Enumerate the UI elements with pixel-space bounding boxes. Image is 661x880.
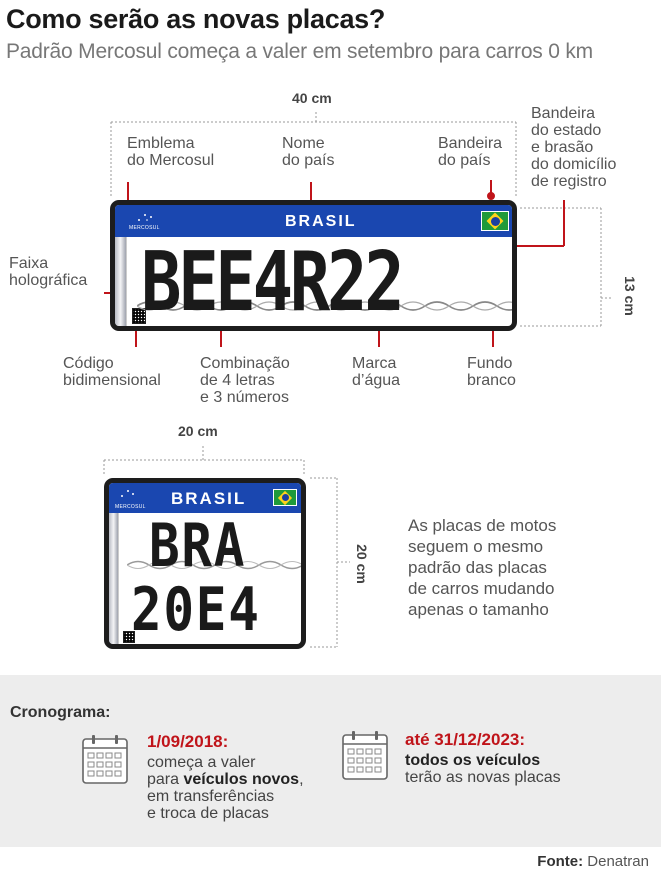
moto-width-label: 20 cm [178, 423, 218, 439]
label-bandeira-pais: Bandeira do país [438, 135, 503, 169]
moto-plate [104, 478, 306, 649]
mercosul-stars-icon [135, 211, 159, 223]
calendar-icon [82, 734, 128, 784]
label-nome-pais: Nome do país [282, 135, 335, 169]
moto-holographic-strip [109, 513, 119, 649]
car-width-label: 40 cm [292, 90, 332, 106]
page-subtitle: Padrão Mercosul começa a valer em setembro para carros 0 km [6, 40, 593, 63]
holographic-strip [115, 237, 127, 331]
car-plate [110, 200, 517, 331]
car-plate-band [115, 205, 512, 237]
cronograma-text-2: todos os veículos terão as novas placas [405, 752, 561, 786]
calendar-icon-2 [342, 730, 388, 780]
label-codigo: Código bidimensional [63, 355, 161, 389]
cronograma-date-1: 1/09/2018: [147, 732, 229, 751]
moto-plate-line2: 20E4 [131, 575, 261, 645]
car-plate-mercosul-text: MERCOSUL [129, 225, 160, 231]
moto-plate-band-text: BRASIL [171, 489, 247, 508]
label-emblema: Emblema do Mercosul [127, 135, 215, 169]
label-fundo-branco: Fundo branco [467, 355, 516, 389]
car-plate-characters: BEE4R22 [141, 235, 402, 330]
car-plate-band-text: BRASIL [285, 213, 357, 230]
moto-mercosul-stars-icon [119, 488, 139, 500]
moto-note: As placas de motos seguem o mesmo padrão das placas de carros mudando apenas o tamanho [408, 516, 557, 619]
label-bandeira-estado: Bandeira do estado e brasão do domicílio de registro [531, 105, 617, 190]
moto-plate-mercosul-text: MERCOSUL [115, 504, 146, 510]
moto-height-label: 20 cm [353, 544, 370, 584]
page-title: Como serão as novas placas? [6, 4, 386, 34]
label-faixa: Faixa holográfica [9, 255, 88, 289]
label-combinacao: Combinação de 4 letras e 3 números [200, 355, 290, 406]
cronograma-date-2: até 31/12/2023: [405, 730, 526, 749]
moto-brazil-flag-icon [273, 489, 297, 506]
moto-plate-band [109, 483, 301, 513]
moto-plate-line1: BRA [149, 511, 247, 581]
cronograma-label: Cronograma: [10, 704, 111, 721]
label-marca-dagua: Marca d’água [352, 355, 401, 389]
source-credit: Fonte: Denatran [537, 853, 649, 870]
cronograma-text-1: começa a valer para veículos novos, em transferências e troca de placas [147, 754, 304, 822]
brazil-flag-icon [481, 211, 509, 231]
car-height-label: 13 cm [621, 276, 638, 316]
